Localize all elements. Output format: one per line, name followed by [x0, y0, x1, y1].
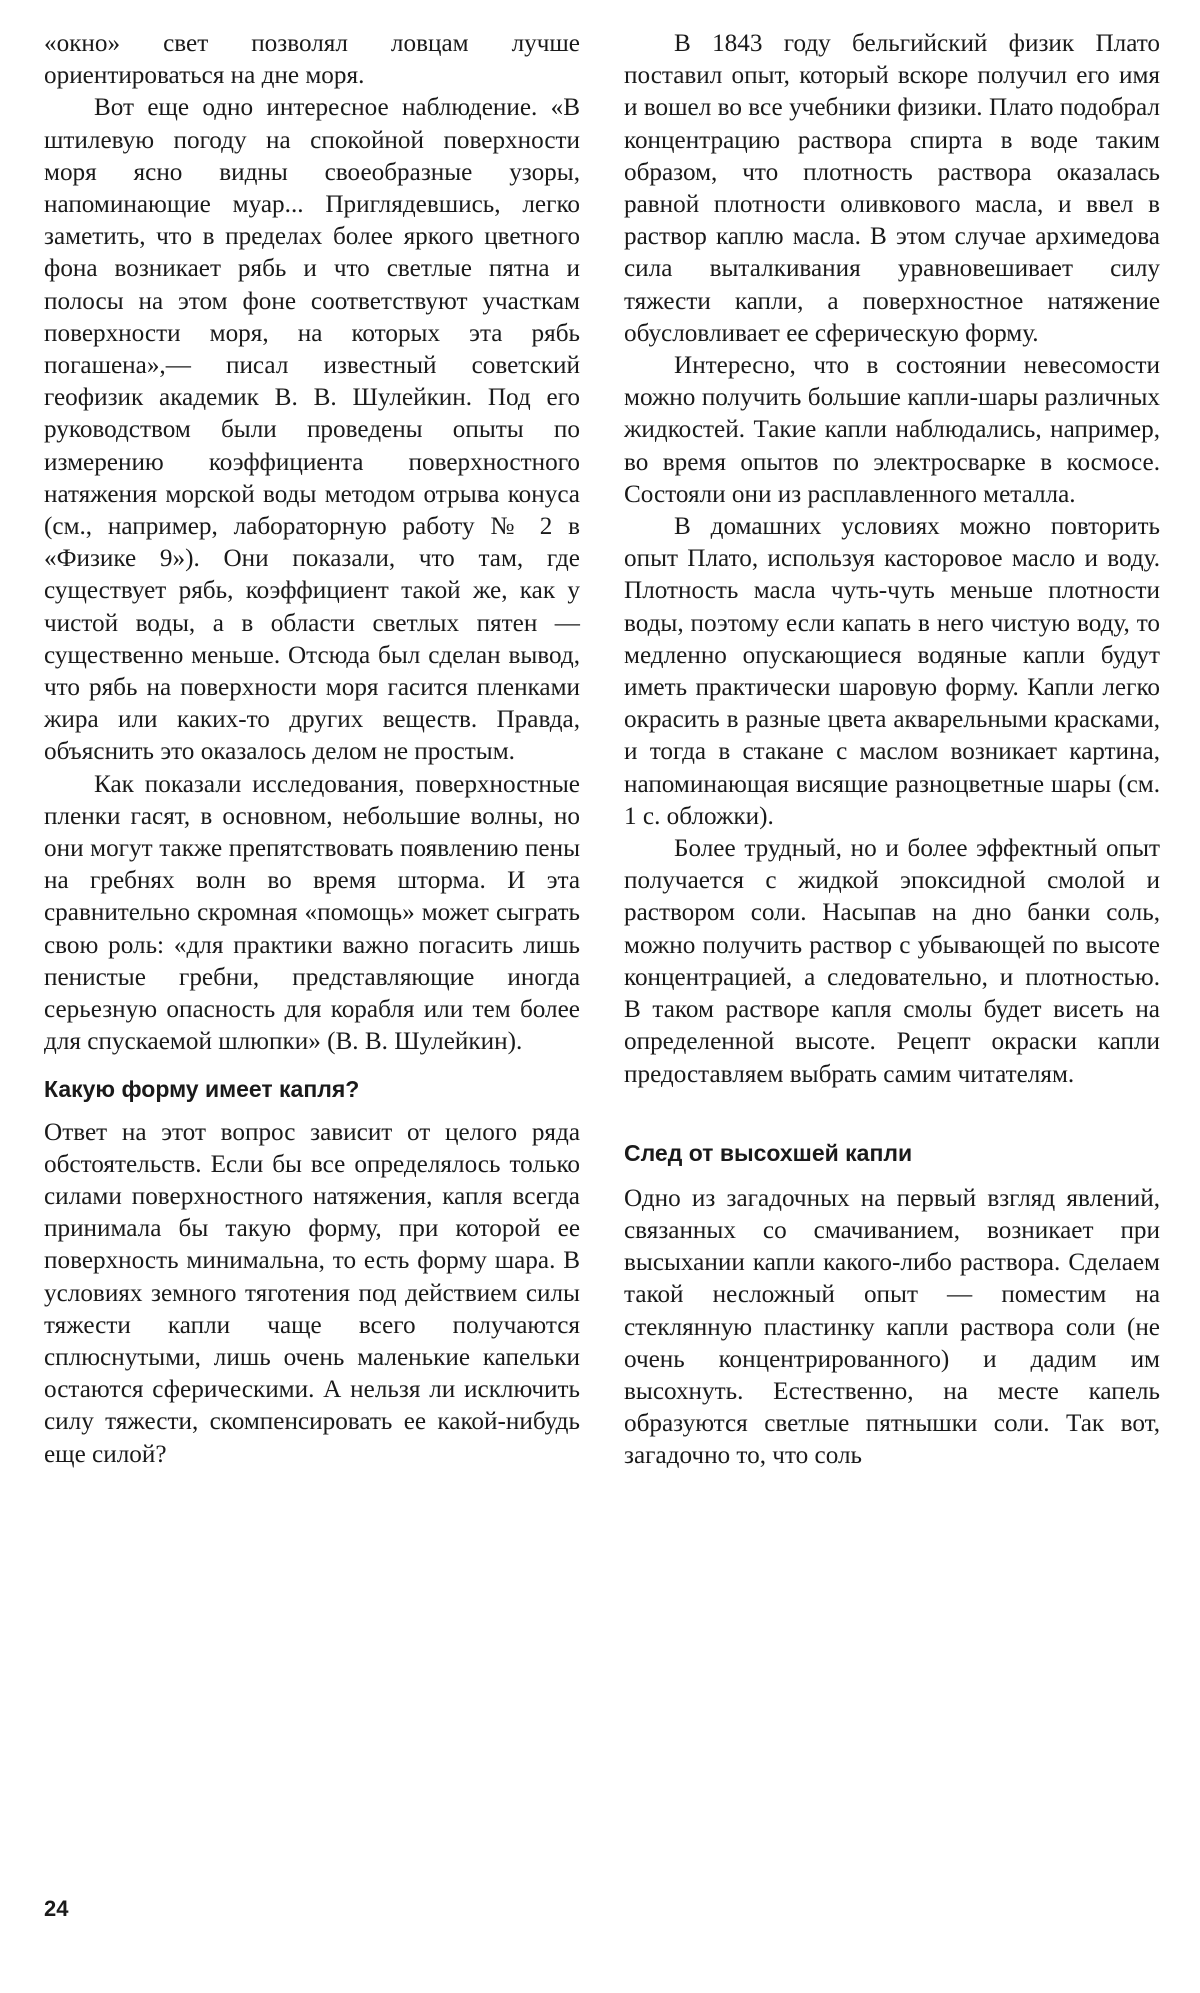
left-paragraph-4: Ответ на этот вопрос зависит от целого ряда обстоятельств. Если бы все определялось только силами поверхностного натяжения, капля всегда принимала бы такую форму, при которой ее поверхность минимальна, то есть форму шара. В условиях земного тяготения под действием силы тяжести капли чаще всего получаются сплюснутыми, лишь очень маленькие капельки остаются сферическими. А нельзя ли исключить силу тяжести, скомпенсировать ее какой-нибудь еще силой?: [44, 1118, 580, 1468]
right-paragraph-5: Одно из загадочных на первый взгляд явлений, связанных со смачиванием, возникает при высыхании капли какого-либо раствора. Сделаем такой несложный опыт — поместим на стеклянную пластинку капли раствора соли (не очень концентрированного) и дадим им высохнуть. Естественно, на месте капель образуются светлые пятнышки соли. Так вот, загадочно то, что соль: [624, 1184, 1160, 1470]
left-paragraph-1: «окно» свет позволял ловцам лучше ориентироваться на дне моря.: [44, 30, 580, 90]
section-heading-drop-shape: Какую форму имеет капля?: [44, 1075, 360, 1102]
left-column: [44, 28, 580, 1471]
right-paragraph-3: В домашних условиях можно повторить опыт Плато, используя касторовое масло и воду. Плотность масла чуть-чуть меньше плотности воды, поэтому если капать в него чистую воду, то медленно опускающиеся водяные капли будут иметь практически шаровую форму. Капли легко окрасить в разные цвета акварельными красками, и тогда в стакане с маслом возникает картина, напоминающая висящие разноцветные шары (см. 1 с. обложки).: [624, 513, 1160, 830]
page-number: 24: [44, 1896, 69, 1921]
section-heading-dried-drop: След от высохшей капли: [624, 1139, 913, 1166]
right-paragraph-1: В 1843 году бельгийский физик Плато поставил опыт, который вскоре получил его имя и вошел во все учебники физики. Плато подобрал концентрацию раствора спирта в воде таким образом, что плотность раствора оказалась равной плотности оливкового масла, и ввел в раствор каплю масла. В этом случае архимедова сила выталкивания уравновешивает силу тяжести капли, а поверхностное натяжение обусловливает ее сферическую форму.: [624, 30, 1160, 347]
left-paragraph-2: Вот еще одно интересное наблюдение. «В штилевую погоду на спокойной поверхности моря ясно видны своеобразные узоры, напоминающие муар... Приглядевшись, легко заметить, что в пределах более яркого цветного фона возникает рябь и что светлые пятна и полосы на этом фоне соответствуют участкам поверхности моря, на которых эта рябь погашена»,— писал известный советский геофизик академик В. В. Шулейкин. Под его руководством были проведены опыты по измерению коэффициента поверхностного натяжения морской воды методом отрыва конуса (см., например, лабораторную работу № 2 в «Физике 9»). Они показали, что там, где существует рябь, коэффициент такой же, как у чистой воды, а в области светлых пятен — существенно меньше. Отсюда был сделан вывод, что рябь на поверхности моря гасится пленками жира или каких-то других веществ. Правда, объяснить это оказалось делом не простым.: [44, 94, 580, 766]
right-paragraph-4: Более трудный, но и более эффектный опыт получается с жидкой эпоксидной смолой и раствором соли. Насыпав на дно банки соль, можно получить раствор с убывающей по высоте концентрацией, а следовательно, и плотностью. В таком растворе капля смолы будет висеть на определенной высоте. Рецепт окраски капли предоставляем выбрать самим читателям.: [624, 835, 1160, 1088]
right-column: [624, 28, 1160, 1473]
right-paragraph-2: Интересно, что в состоянии невесомости можно получить большие капли-шары различных жидкостей. Такие капли наблюдались, например, во время опытов по электросварке в космосе. Состояли они из расплавленного металла.: [624, 352, 1160, 508]
left-paragraph-3: Как показали исследования, поверхностные пленки гасят, в основном, небольшие волны, но они могут также препятствовать появлению пены на гребнях волн во время шторма. И эта сравнительно скромная «помощь» может сыграть свою роль: «для практики важно погасить лишь пенистые гребни, представляющие иногда серьезную опасность для корабля или тем более для спускаемой шлюпки» (В. В. Шулейкин).: [44, 770, 580, 1056]
